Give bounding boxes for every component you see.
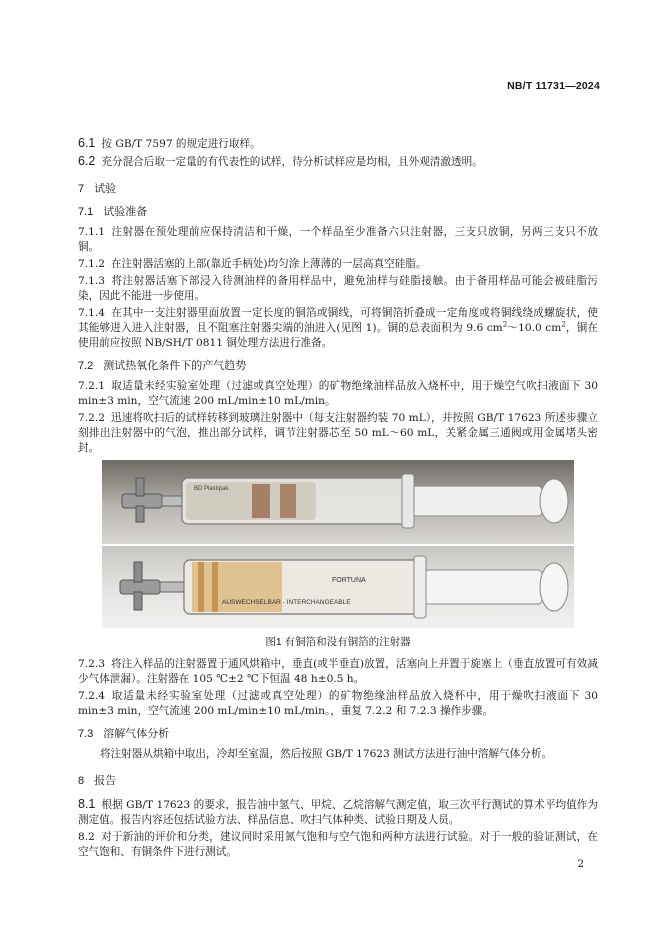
clause-number: 6.1: [78, 136, 96, 150]
clause-7-2-2: 7.2.2 迅速将吹扫后的试样转移到玻璃注射器中（每支注射器约装 70 mL），并按照 GB/T 17623 所述步骤立刻排出注射器中的气泡，推出部分试样，调节注射器芯至 50 mL～60 mL，关紧金属三通阀或用金属堵头密封。: [78, 412, 598, 454]
section-7-2-heading: 7.2 测试热氧化条件下的产气趋势: [78, 360, 247, 372]
syringe-1-brand-text: BD Plastipak: [194, 486, 229, 492]
syringe-with-copper-photo: [102, 460, 574, 544]
document-body: [78, 136, 598, 862]
section-7-1-heading: 7.1 试验准备: [78, 206, 148, 218]
clause-text: 充分混合后取一定量的有代表性的试样，待分析试样应是均相，且外观清澈透明。: [101, 156, 483, 168]
clause-text: 按 GB/T 7597 的规定进行取样。: [101, 138, 261, 150]
page-number: 2: [577, 858, 584, 870]
syringe-without-copper-photo: [102, 546, 574, 628]
syringe-without-copper-illustration: [102, 546, 574, 628]
standard-code: NB/T 11731—2024: [507, 80, 600, 92]
figure-1: [102, 460, 574, 650]
clause-7-2-1: 7.2.1 取适量未经实验室处理（过滤或真空处理）的矿物绝缘油样品放入烧杯中，用于燥空气吹扫液面下 30 min±3 min，空气流速 200 mL/min±10 mL/min。: [78, 380, 598, 407]
section-8-heading: 8 报告: [78, 775, 117, 787]
syringe-with-copper-illustration: [102, 460, 574, 544]
clause-7-1-1: 7.1.1 注射器在预处理前应保持清洁和干燥，一个样品至少准备六只注射器，三支只放铜，另两三支只不放铜。: [78, 226, 598, 253]
clause-7-3-text: 将注射器从烘箱中取出，冷却至室温，然后按照 GB/T 17623 测试方法进行油中溶解气体分析。: [100, 748, 553, 760]
syringe-2-label-text: AUSWECHSELBAR - INTERCHANGEABLE: [222, 599, 351, 606]
syringe-2-brand-mark: FORTUNA: [332, 577, 366, 584]
clause-7-1-3: 7.1.3 将注射器活塞下部浸入待测油样的备用样品中，避免油样与硅脂接触。由于备用样品可能会被硅脂污染，因此不能进一步使用。: [78, 275, 598, 302]
clause-8-2: 8.2 对于新油的评价和分类，建议同时采用氮气饱和与空气饱和两种方法进行试验。对于一般的验证测试，在空气饱和、有铜条件下进行测试。: [78, 831, 598, 858]
section-7-heading: 7 试验: [78, 183, 117, 195]
figure-1-caption: 图1 有铜箔和没有铜箔的注射器: [265, 636, 411, 648]
clause-7-2-3: 7.2.3 将注入样品的注射器置于通风烘箱中，垂直(或半垂直)放置，活塞向上并置于旋塞上（垂直放置可有效减少气体泄漏）。注射器在 105 ℃±2 ℃下恒温 48 h±0.5 h。: [78, 658, 598, 685]
clause-6-2: [78, 154, 598, 170]
clause-7-1-2: 7.1.2 在注射器活塞的上部(靠近手柄处)均匀涂上薄薄的一层高真空硅脂。: [78, 258, 427, 270]
section-7-3-heading: 7.3 溶解气体分析: [78, 728, 170, 740]
clause-7-2-4: 7.2.4 取适量未经实验室处理（过滤或真空处理）的矿物绝缘油样品放入烧杯中，用于燥吹扫液面下 30 min±3 min，空气流速 200 mL/min±10 mL/min。，重复 7.2.2 和 7.2.3 操作步骤。: [78, 690, 598, 717]
clause-7-1-4: 7.1.4 在其中一支注射器里面放置一定长度的铜箔或铜线，可将铜箔折叠成一定角度或将铜线绕成螺旋状，使其能够进入进入注射器，且不阻塞注射器尖端的油进入(见图 1)。铜的总表面积为 9.6 $cm^2\sim 10.0$ $cm^2$，铜在使用前应按照 NB/SH/T 0811 铜处理方法进行准备。: [78, 307, 599, 349]
clause-number: 6.2: [78, 154, 96, 168]
clause-8-1: 8.1 根据 GB/T 17623 的要求，报告油中氢气、甲烷、乙烷溶解气测定值，取三次平行测试的算术平均值作为测定值。报告内容还包括试验方法、样品信息、吹扫气体种类、试验日期及人员。: [78, 797, 598, 826]
clause-6-1: [78, 136, 598, 152]
